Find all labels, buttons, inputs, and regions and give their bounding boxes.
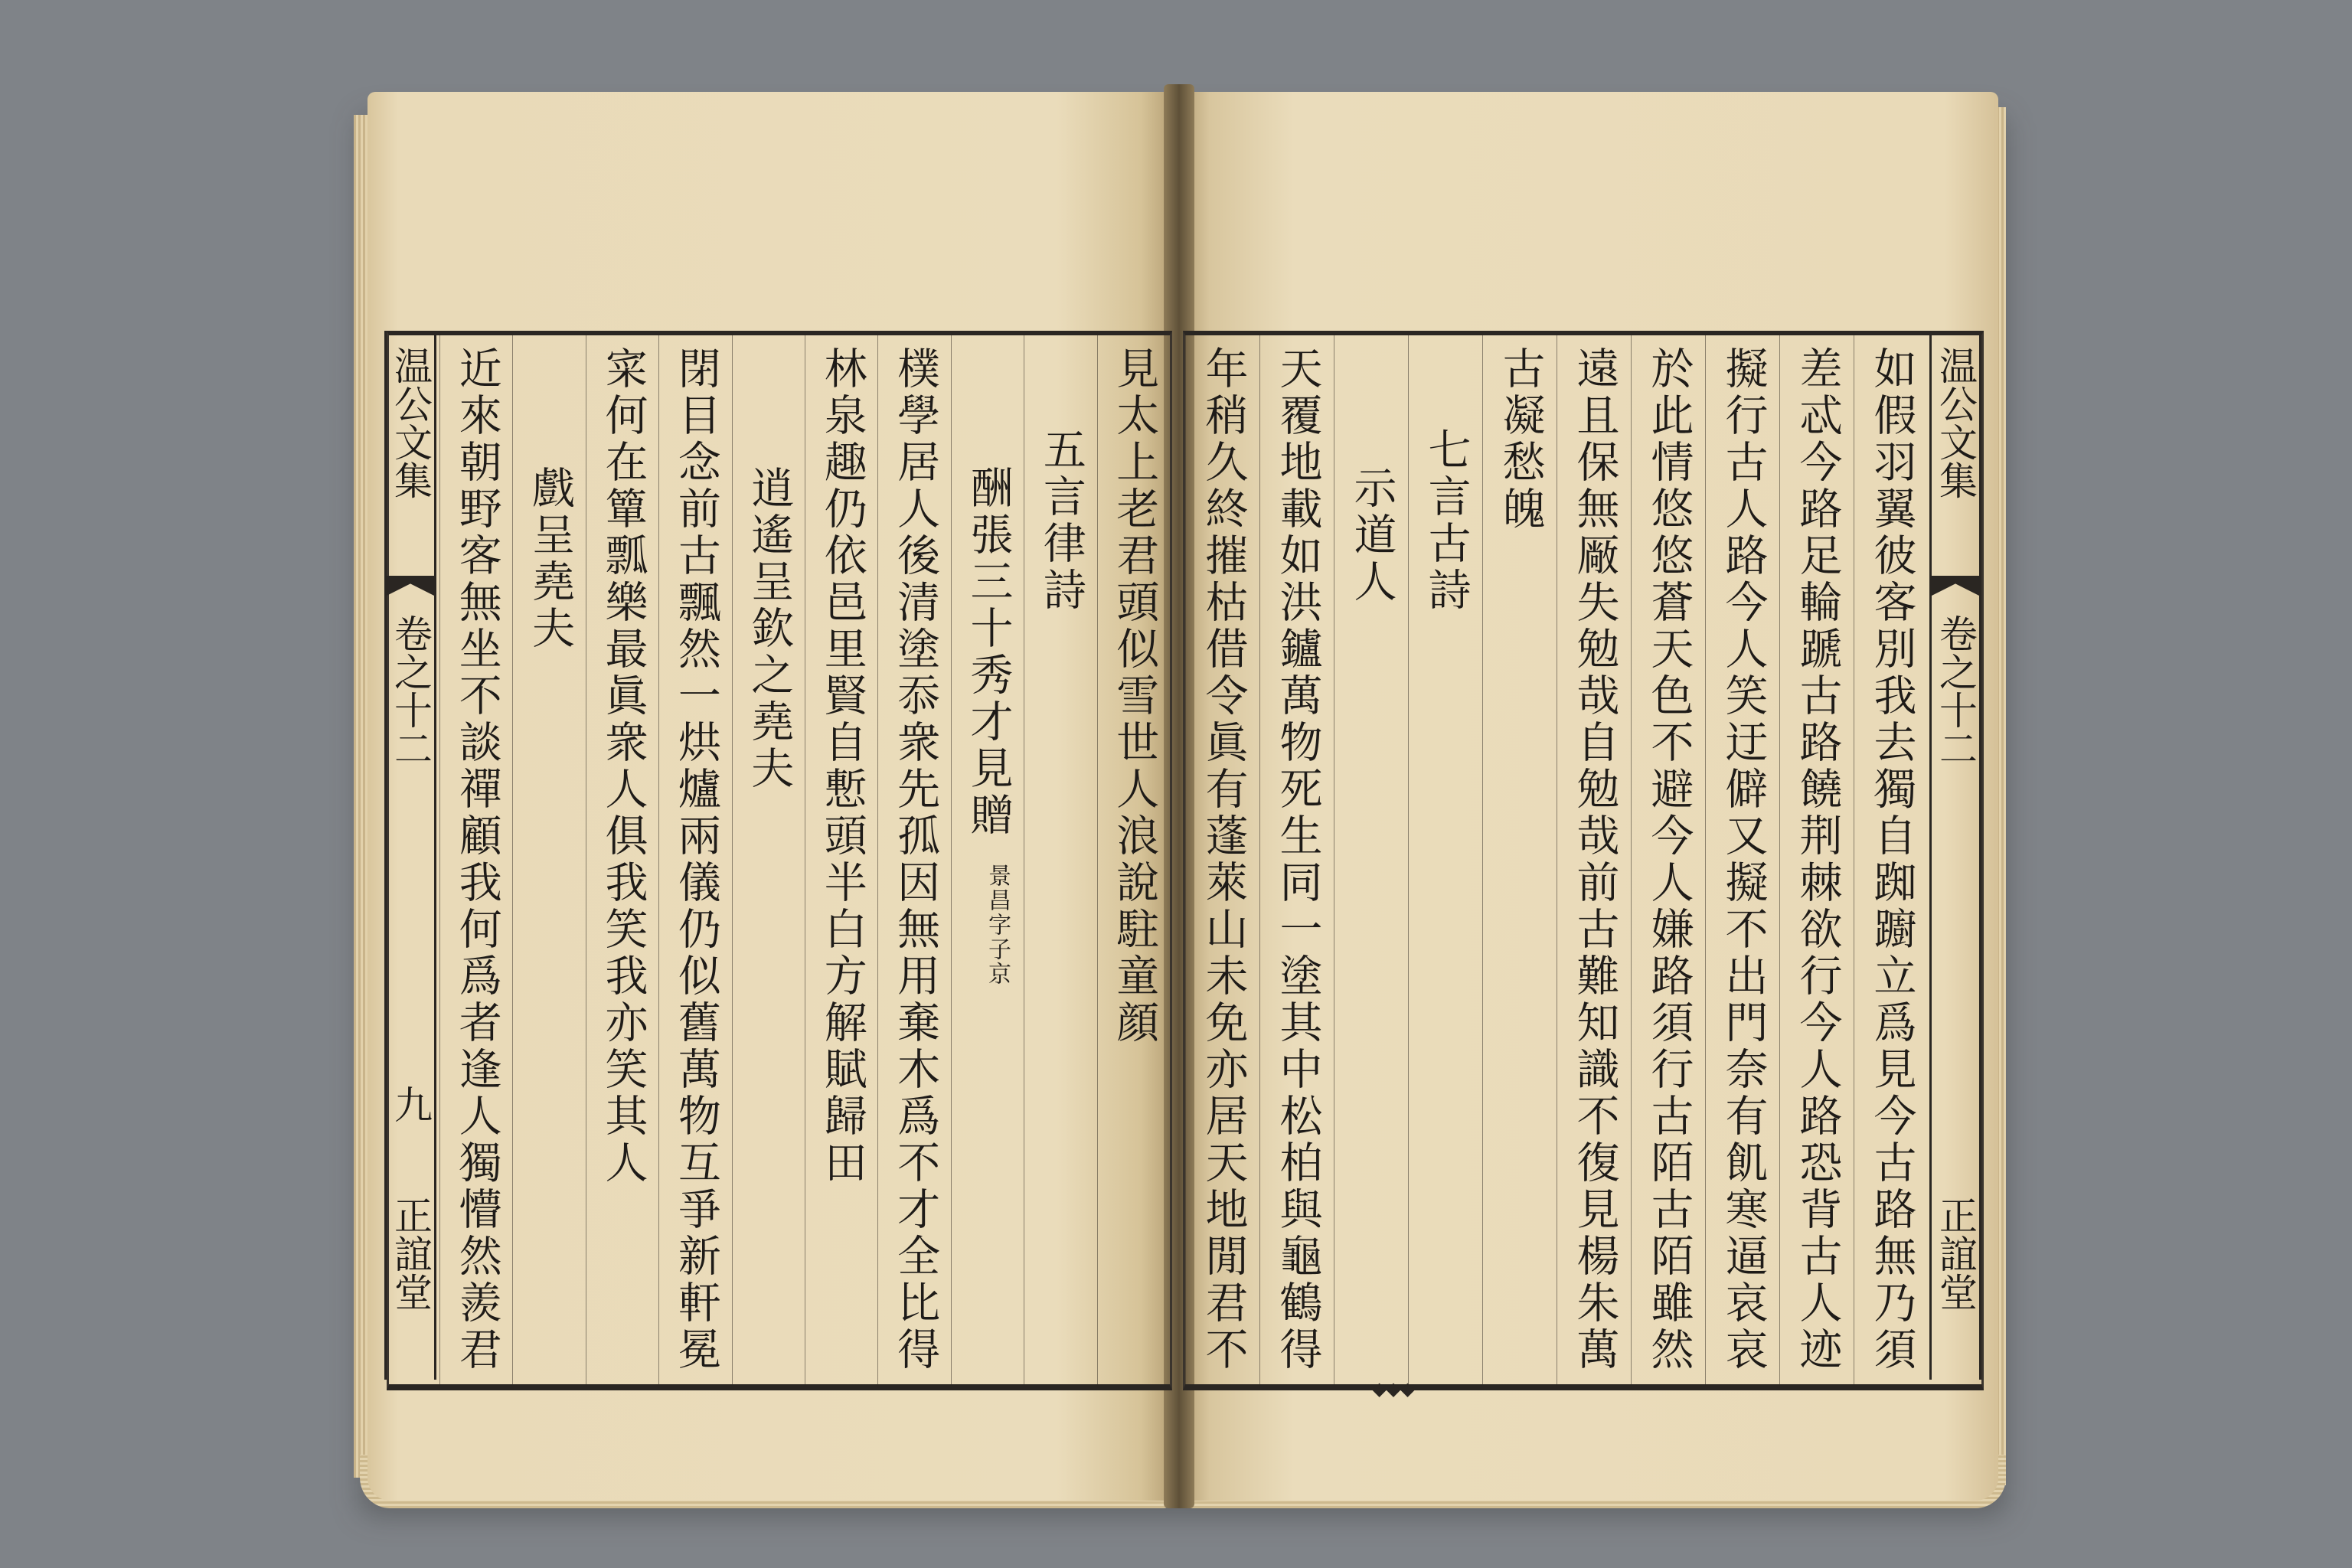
left-column-5 bbox=[805, 335, 878, 1384]
left-fishtail-mark bbox=[387, 576, 434, 596]
right-column-text: 差忒今路足輪蹏古路饒荆棘欲行今人路恐背古人迹 bbox=[1792, 346, 1843, 1374]
left-column-text: 五言律詩 bbox=[1036, 427, 1086, 614]
left-banxin-page-number: 九 bbox=[388, 1085, 433, 1123]
left-column-1 bbox=[1097, 335, 1171, 1384]
left-column-text: 閉目念前古飄然一烘爐兩儀仍似舊萬物互爭新軒冕 bbox=[671, 346, 721, 1374]
left-column-text: 寀何在簞瓢樂最眞衆人俱我笑我亦笑其人 bbox=[598, 346, 648, 1187]
right-column-text: 遠且保無厰失勉哉自勉哉前古難知識不復見楊朱萬 bbox=[1570, 346, 1620, 1374]
bottom-ornament: ◆◆◆ bbox=[1372, 1378, 1415, 1400]
left-column-7 bbox=[658, 335, 732, 1384]
right-column-9 bbox=[1259, 335, 1334, 1384]
right-column-text: 古凝愁魄 bbox=[1495, 346, 1546, 533]
right-column-6 bbox=[1482, 335, 1557, 1384]
left-text-frame bbox=[387, 331, 1172, 1390]
left-column-note: 景昌字子京 bbox=[983, 864, 1011, 986]
right-column-8 bbox=[1334, 335, 1409, 1384]
right-column-5 bbox=[1557, 335, 1632, 1384]
left-column-text: 近來朝野客無坐不談禪顧我何爲者逢人獨懵然羨君 bbox=[452, 346, 502, 1374]
left-column-text: 逍遙呈欽之堯夫 bbox=[744, 466, 795, 792]
right-column-7 bbox=[1408, 335, 1483, 1384]
right-column-text: 擬行古人路今人笑迂僻又擬不出門奈有飢寒逼哀哀 bbox=[1718, 346, 1769, 1374]
left-banxin-volume: 卷之十二 bbox=[388, 614, 433, 767]
left-banxin-publisher: 正誼堂 bbox=[388, 1196, 433, 1311]
right-column-text: 於此情悠悠蒼天色不避今人嫌路須行古陌古陌雖然 bbox=[1644, 346, 1694, 1374]
right-column-text: 七言古詩 bbox=[1421, 427, 1472, 614]
left-column-2 bbox=[1024, 335, 1097, 1384]
left-column-text: 酬張三十秀才見贈 bbox=[963, 466, 1014, 839]
right-column-text: 示道人 bbox=[1347, 466, 1397, 606]
right-column-text: 年稍久終摧枯借令眞有蓬萊山未免亦居天地閒君不 bbox=[1198, 346, 1249, 1374]
left-column-9 bbox=[512, 335, 586, 1384]
right-text-frame bbox=[1183, 331, 1984, 1400]
right-column-3 bbox=[1705, 335, 1780, 1384]
left-fold-strip bbox=[384, 331, 436, 1380]
left-column-text: 樸學居人後清塗忝衆先孤因無用棄木爲不才全比得 bbox=[890, 346, 941, 1374]
left-column-8 bbox=[586, 335, 659, 1384]
left-column-10 bbox=[439, 335, 513, 1384]
right-fishtail-mark bbox=[1932, 576, 1979, 596]
right-column-text: 如假羽翼彼客別我去獨自踟躕立爲見今古路無乃須 bbox=[1867, 346, 1917, 1374]
right-column-1 bbox=[1854, 335, 1929, 1384]
right-banxin-volume: 卷之十二 bbox=[1933, 614, 1978, 767]
right-banxin-publisher: 正誼堂 bbox=[1933, 1196, 1978, 1311]
right-column-text: 天覆地載如洪鑪萬物死生同一塗其中松柏與龜鶴得 bbox=[1272, 346, 1323, 1374]
right-fold-strip bbox=[1929, 331, 1981, 1380]
right-column-2 bbox=[1779, 335, 1854, 1384]
right-banxin-title: 温公文集 bbox=[1933, 346, 1978, 499]
left-banxin-title: 温公文集 bbox=[388, 346, 433, 499]
right-column-10 bbox=[1185, 335, 1260, 1384]
left-column-text: 林泉趣仍依邑里賢自慙頭半白方解賦歸田 bbox=[817, 346, 867, 1187]
left-column-6 bbox=[732, 335, 805, 1384]
right-column-4 bbox=[1631, 335, 1706, 1384]
left-column-text: 戲呈堯夫 bbox=[525, 466, 576, 652]
left-column-3 bbox=[951, 335, 1024, 1384]
left-column-text: 見太上老君頭似雪世人浪說駐童顔 bbox=[1109, 346, 1160, 1047]
left-column-4 bbox=[877, 335, 951, 1384]
